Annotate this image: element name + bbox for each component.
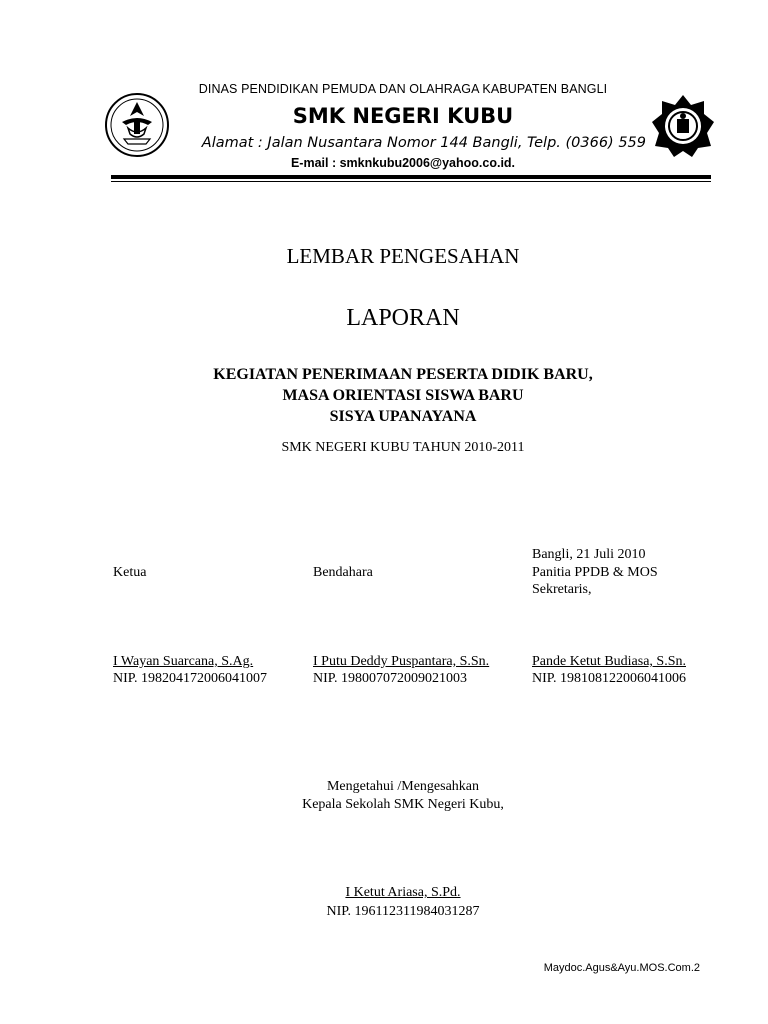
school-emblem-logo [650, 93, 716, 159]
bendahara-name: I Putu Deddy Puspantara, S.Sn. [313, 654, 490, 669]
document-subtitle: LAPORAN [346, 305, 460, 331]
ketua-nip: NIP. 198204172006041007 [113, 671, 268, 686]
principal-name: I Ketut Ariasa, S.Pd. [345, 885, 461, 900]
ketua-role: Ketua [113, 565, 147, 580]
address-clip [168, 135, 648, 155]
footer-text: Maydoc.Agus&Ayu.MOS.Com.2 [543, 962, 700, 974]
sekretaris-role: Sekretaris, [532, 582, 592, 597]
sekretaris-committee: Panitia PPDB & MOS [532, 565, 658, 580]
bendahara-nip: NIP. 198007072009021003 [313, 671, 468, 686]
school-address: Alamat : Jalan Nusantara Nomor 144 Bangli, Telp. (0366) 559 [201, 135, 646, 151]
school-year: SMK NEGERI KUBU TAHUN 2010-2011 [281, 440, 525, 455]
place-date: Bangli, 21 Juli 2010 [532, 547, 646, 562]
school-email: E-mail : smknkubu2006@yahoo.co.id. [290, 156, 516, 170]
header-rule-thick [111, 175, 711, 179]
activity-line-1: KEGIATAN PENERIMAAN PESERTA DIDIK BARU, [213, 366, 593, 383]
document-title: LEMBAR PENGESAHAN [286, 244, 520, 268]
activity-line-3: SISYA UPANAYANA [329, 408, 477, 425]
sekretaris-name: Pande Ketut Budiasa, S.Sn. [532, 654, 686, 669]
school-name: SMK NEGERI KUBU [292, 104, 514, 128]
header-rule-thin [111, 181, 711, 182]
approval-line-1: Mengetahui /Mengesahkan [326, 779, 479, 794]
ketua-name: I Wayan Suarcana, S.Ag. [113, 654, 254, 669]
activity-line-2: MASA ORIENTASI SISWA BARU [282, 387, 524, 404]
principal-nip: NIP. 196112311984031287 [326, 904, 480, 919]
sekretaris-nip: NIP. 198108122006041006 [532, 671, 687, 686]
agency-name: DINAS PENDIDIKAN PEMUDA DAN OLAHRAGA KABUPATEN BANGLI [198, 82, 608, 96]
bendahara-role: Bendahara [313, 565, 373, 580]
approval-line-2: Kepala Sekolah SMK Negeri Kubu, [302, 797, 504, 812]
